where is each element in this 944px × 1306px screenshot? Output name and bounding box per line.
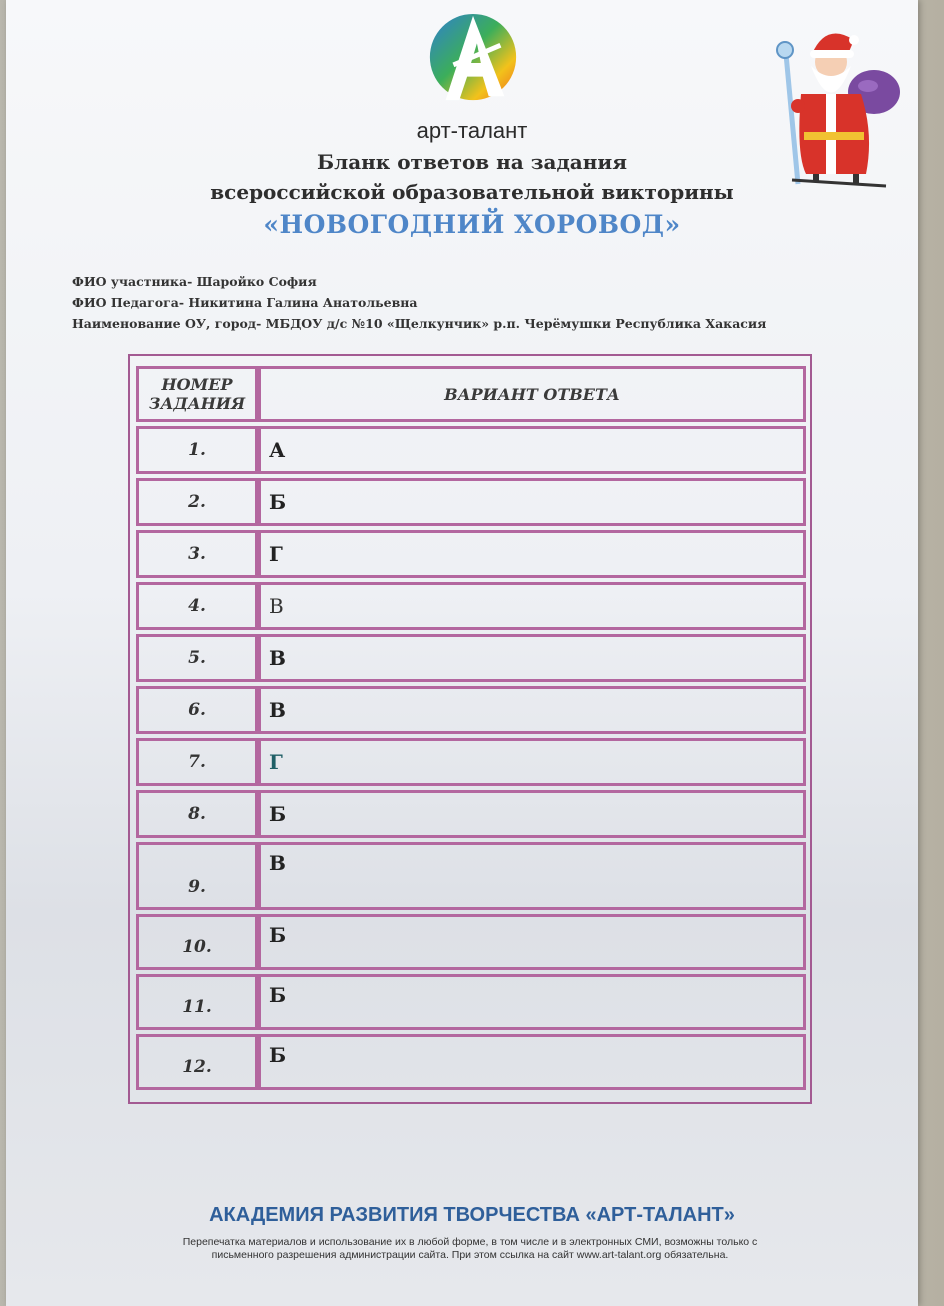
answer-cell: Г [258,530,806,578]
document-title-line2: всероссийской образовательной викторины [210,180,734,204]
answer-cell: Б [258,914,806,970]
header-task-number [136,366,258,422]
answer-cell: В [258,842,806,910]
task-number: 10. [136,914,258,970]
academy-name: АКАДЕМИЯ РАЗВИТИЯ ТВОРЧЕСТВА «АРТ-ТАЛАНТ» [209,1204,735,1226]
answer-cell: В [258,686,806,734]
task-number: 3. [136,530,258,578]
task-number: 4. [136,582,258,630]
task-number: 6. [136,686,258,734]
table-row [136,530,806,578]
table-row [136,582,806,630]
copyright-line2: письменного разрешения администрации сайта. При этом ссылка на сайт www.art-talant.org обязательна. [211,1249,729,1261]
table-row [136,426,806,474]
answer-cell: В [258,634,806,682]
answer-cell: Б [258,478,806,526]
answer-cell: А [258,426,806,474]
table-row [136,1034,806,1090]
table-row [136,634,806,682]
table-row [136,790,806,838]
teacher-name: ФИО Педагога- Никитина Галина Анатольевна [72,295,418,310]
header-task-number-line1: НОМЕР [161,375,233,394]
quiz-name: «НОВОГОДНИЙ ХОРОВОД» [263,210,681,239]
table-row [136,478,806,526]
task-number: 2. [136,478,258,526]
participant-name: ФИО участника- Шаройко София [72,274,317,289]
answer-cell: Г [258,738,806,786]
art-talant-logo-icon [424,4,522,116]
task-number: 11. [136,974,258,1030]
copyright-notice [90,1236,850,1262]
answer-cell: Б [258,1034,806,1090]
table-row [136,842,806,910]
task-number: 8. [136,790,258,838]
table-row [136,738,806,786]
answer-cell: Б [258,790,806,838]
answers-table [136,362,806,1094]
santa-claus-icon [756,14,906,194]
table-row [136,974,806,1030]
table-row [136,914,806,970]
brand-name: арт-талант [416,118,528,143]
answer-cell: В [258,582,806,630]
task-number: 12. [136,1034,258,1090]
answers-table-frame [128,354,812,1104]
header-answer: ВАРИАНТ ОТВЕТА [258,366,806,422]
copyright-line1: Перепечатка материалов и использование их в любой форме, в том числе и в электронных СМИ, возможны только с [182,1236,758,1248]
task-number: 1. [136,426,258,474]
table-row [136,686,806,734]
school-name: Наименование ОУ, город- МБДОУ д/с №10 «Щелкунчик» р.п. Черёмушки Республика Хакасия [72,316,767,331]
task-number: 9. [136,842,258,910]
task-number: 7. [136,738,258,786]
task-number: 5. [136,634,258,682]
answer-cell: Б [258,974,806,1030]
header-task-number-line2: ЗАДАНИЯ [148,394,246,413]
document-title-line1: Бланк ответов на задания [317,150,627,174]
